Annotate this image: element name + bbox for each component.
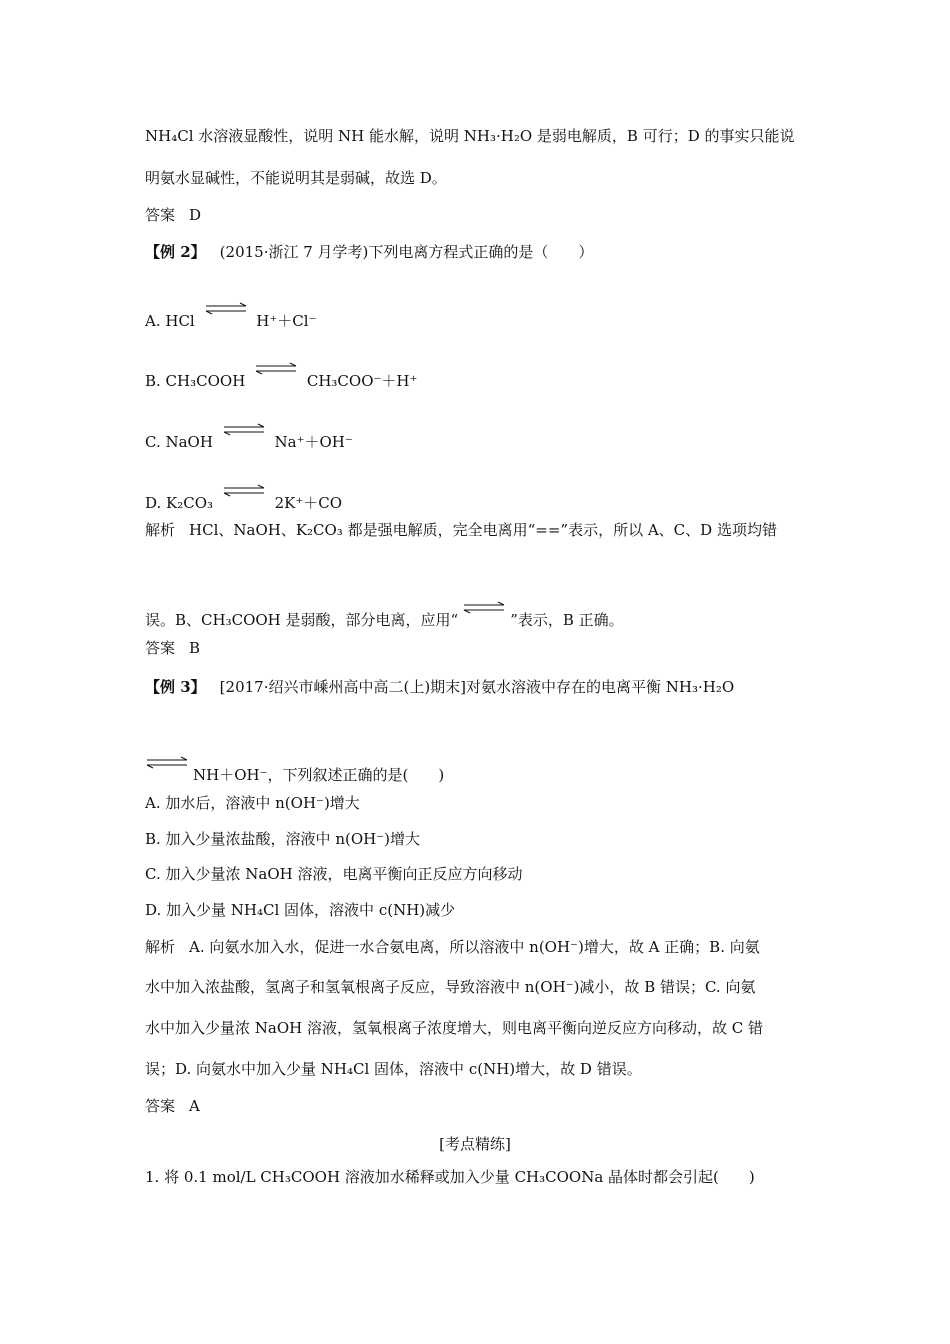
option-left: A. HCl: [145, 312, 195, 330]
example-heading: [145, 242, 593, 262]
analysis-text: HCl、NaOH、K₂CO₃ 都是强电解质，完全电离用“==”表示，所以 A、C、D 选项均错: [189, 521, 777, 539]
equilibrium-arrow-icon: [204, 302, 248, 316]
analysis-line: [145, 937, 760, 957]
option-left: B. CH₃COOH: [145, 372, 246, 390]
exercise-question: 1. 将 0.1 mol/L CH₃COOH 溶液加水稀释或加入少量 CH₃COONa 晶体时都会引起( ): [145, 1168, 755, 1186]
option-b: [145, 362, 417, 391]
example-question: (2015·浙江 7 月学考)下列电离方程式正确的是（ ）: [219, 243, 594, 261]
example-tag: 【例 2】: [145, 243, 206, 261]
analysis-line: [145, 601, 624, 630]
option-a: A. 加水后，溶液中 n(OH⁻)增大: [145, 794, 360, 812]
answer-value: A: [189, 1097, 200, 1115]
analysis-label: 解析: [145, 521, 176, 539]
analysis-line: 水中加入少量浓 NaOH 溶液，氢氧根离子浓度增大，则电离平衡向逆反应方向移动，故 C 错: [145, 1019, 763, 1037]
answer-label: 答案: [145, 639, 176, 657]
answer-value: D: [189, 206, 202, 224]
example-heading: [145, 677, 734, 697]
answer-line: [145, 205, 201, 225]
option-c: [145, 423, 353, 452]
answer-label: 答案: [145, 1097, 176, 1115]
paragraph-line: NH₄Cl 水溶液显酸性，说明 NH 能水解，说明 NH₃·H₂O 是弱电解质，B 可行；D 的事实只能说: [145, 127, 795, 145]
question-text: NH＋OH⁻，下列叙述正确的是( ): [193, 766, 445, 784]
option-left: C. NaOH: [145, 433, 213, 451]
answer-line: [145, 1096, 200, 1116]
equilibrium-arrow-icon: [462, 601, 506, 615]
answer-line: [145, 638, 200, 658]
example-tag: 【例 3】: [145, 678, 206, 696]
option-right: H⁺＋Cl⁻: [256, 312, 317, 330]
analysis-line: [145, 520, 777, 540]
answer-value: B: [189, 639, 201, 657]
option-right: 2K⁺＋CO: [274, 494, 343, 512]
option-c: C. 加入少量浓 NaOH 溶液，电离平衡向正反应方向移动: [145, 865, 523, 883]
analysis-text: ”表示，B 正确。: [510, 611, 624, 629]
analysis-line: 误；D. 向氨水中加入少量 NH₄Cl 固体，溶液中 c(NH)增大，故 D 错误。: [145, 1060, 642, 1078]
option-a: [145, 302, 317, 331]
option-d: D. 加入少量 NH₄Cl 固体，溶液中 c(NH)减少: [145, 901, 456, 919]
equilibrium-arrow-icon: [254, 362, 298, 376]
equilibrium-arrow-icon: [222, 423, 266, 437]
analysis-text: A. 向氨水加入水，促进一水合氨电离，所以溶液中 n(OH⁻)增大，故 A 正确；B. 向氨: [189, 938, 760, 956]
analysis-label: 解析: [145, 938, 176, 956]
question-line: [145, 756, 444, 785]
answer-label: 答案: [145, 206, 176, 224]
option-right: CH₃COO⁻＋H⁺: [306, 372, 418, 390]
paragraph-line: 明氨水显碱性，不能说明其是弱碱，故选 D。: [145, 169, 447, 187]
analysis-text: 误。B、CH₃COOH 是弱酸，部分电离，应用“: [145, 611, 459, 629]
section-title: [考点精练]: [439, 1135, 511, 1153]
option-b: B. 加入少量浓盐酸，溶液中 n(OH⁻)增大: [145, 830, 420, 848]
equilibrium-arrow-icon: [222, 484, 266, 498]
equilibrium-arrow-icon: [145, 756, 189, 770]
analysis-line: 水中加入浓盐酸，氢离子和氢氧根离子反应，导致溶液中 n(OH⁻)减小，故 B 错误；C. 向氨: [145, 978, 756, 996]
option-d: [145, 484, 342, 513]
option-right: Na⁺＋OH⁻: [274, 433, 353, 451]
example-question: [2017·绍兴市嵊州高中高二(上)期末]对氨水溶液中存在的电离平衡 NH₃·H₂O: [219, 678, 735, 696]
option-left: D. K₂CO₃: [145, 494, 214, 512]
